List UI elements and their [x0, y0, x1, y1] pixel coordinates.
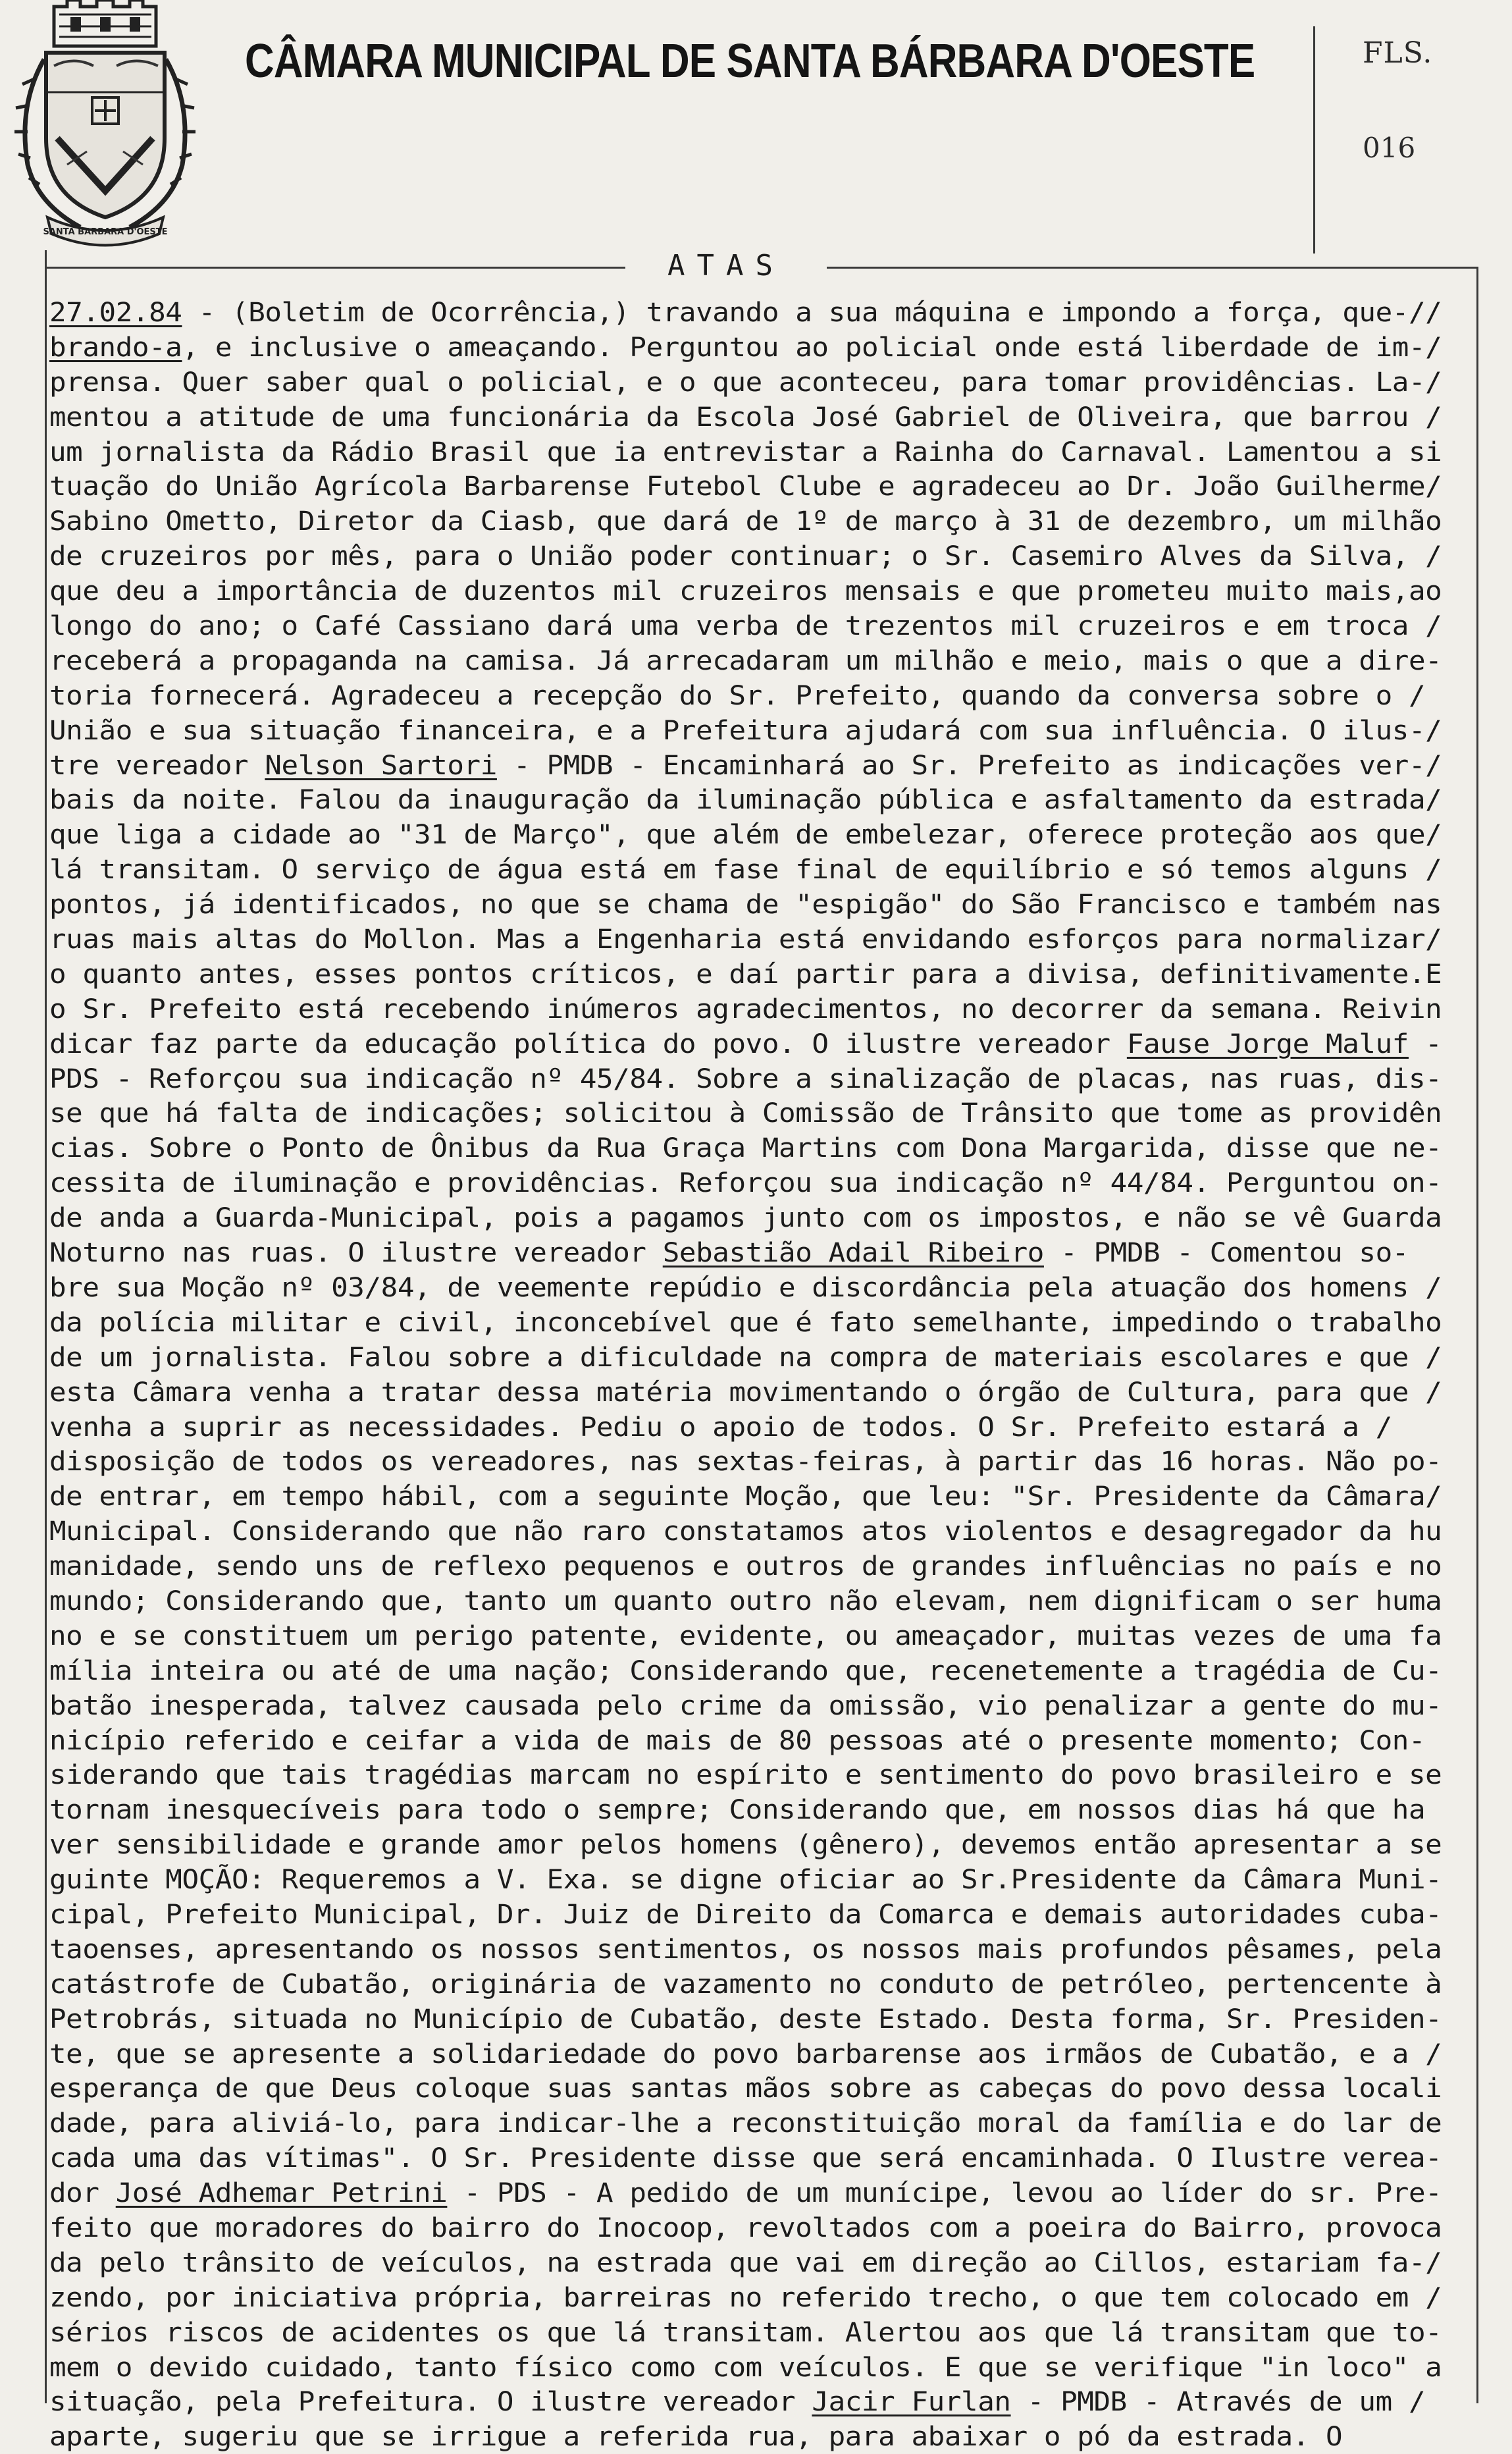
line-text: União e sua situação financeira, e a Prefeitura ajudará com sua influência. O ilus-/	[49, 714, 1442, 746]
text-line	[49, 922, 1512, 957]
text-line	[49, 1723, 1512, 1758]
line-text: tre vereador	[49, 749, 265, 781]
text-line	[49, 1061, 1512, 1096]
minutes-body	[49, 295, 1468, 2454]
line-text: o Sr. Prefeito está recebendo inúmeros agradecimentos, no decorrer da semana. Reivin	[49, 992, 1442, 1025]
line-text: no e se constituem um perigo patente, evidente, ou ameaçador, muitas vezes de uma fa	[49, 1619, 1442, 1651]
line-text: pontos, já identificados, no que se chama de "espigão" do São Francisco e também nas	[49, 888, 1442, 920]
line-text: que deu a importância de duzentos mil cruzeiros mensais e que prometeu muito mais,ao	[49, 575, 1442, 607]
line-text: tornam inesquecíveis para todo o sempre; Considerando que, em nossos dias há que ha	[49, 1794, 1426, 1826]
line-text: venha a suprir as necessidades. Pediu o apoio de todos. O Sr. Prefeito estará a /	[49, 1410, 1392, 1443]
underlined-name: Sebastião Adail Ribeiro	[662, 1237, 1044, 1269]
chamber-title: CÂMARA MUNICIPAL DE SANTA BÁRBARA D'OESTE	[245, 35, 1255, 88]
underlined-name: brando-a	[49, 331, 182, 363]
line-text: esperança de que Deus coloque suas santas mãos sobre as cabeças do povo dessa locali	[49, 2072, 1442, 2104]
text-line	[49, 2175, 1512, 2210]
underlined-name: 27.02.84	[49, 296, 182, 328]
folio-number: 016	[1363, 132, 1416, 164]
line-text: disposição de todos os vereadores, nas sextas-feiras, à partir das 16 horas. Não po-	[49, 1445, 1442, 1478]
text-line	[49, 2384, 1512, 2419]
text-line	[49, 400, 1512, 435]
text-line	[49, 678, 1512, 713]
line-text: sérios riscos de acidentes os que lá transitam. Alertou aos que lá transitam que to-	[49, 2316, 1442, 2348]
line-text: siderando que tais tragédias marcam no espírito e sentimento do povo brasileiro e se	[49, 1759, 1442, 1791]
section-label: ATAS	[625, 249, 827, 282]
line-text: longo do ano; o Café Cassiano dará uma verba de trezentos mil cruzeiros e em troca /	[49, 610, 1442, 642]
line-text: PDS - Reforçou sua indicação nº 45/84. Sobre a sinalização de placas, nas ruas, dis-	[49, 1062, 1442, 1094]
text-line	[49, 539, 1512, 573]
line-text: - PMDB - Comentou so-	[1043, 1237, 1409, 1269]
line-text: dicar faz parte da educação política do povo. O ilustre vereador	[49, 1027, 1127, 1059]
line-text: Sabino Ometto, Diretor da Ciasb, que dará de 1º de março à 31 de dezembro, um milhão	[49, 505, 1442, 537]
text-line	[49, 2419, 1512, 2454]
text-line	[49, 643, 1512, 678]
svg-text:SANTA BARBARA D'OESTE: SANTA BARBARA D'OESTE	[43, 227, 168, 237]
text-line	[49, 608, 1512, 643]
text-line	[49, 1688, 1512, 1723]
text-line	[49, 2245, 1512, 2280]
line-text: ruas mais altas do Mollon. Mas a Engenharia está envidando esforços para normalizar/	[49, 923, 1442, 955]
text-line	[49, 1131, 1512, 1165]
text-line	[49, 365, 1512, 400]
text-line	[49, 1549, 1512, 1584]
line-text: taoenses, apresentando os nossos sentimentos, os nossos mais profundos pêsames, pela	[49, 1933, 1442, 1965]
line-text: mília inteira ou até de uma nação; Considerando que, recenetemente a tragédia de Cu-	[49, 1654, 1442, 1686]
line-text: que liga a cidade ao "31 de Março", que além de embelezar, oferece proteção aos que/	[49, 818, 1442, 851]
line-text: Municipal. Considerando que não raro constatamos atos violentos e desagregador da hu	[49, 1515, 1442, 1547]
text-line	[49, 1270, 1512, 1305]
text-line	[49, 435, 1512, 469]
line-text: se que há falta de indicações; solicitou à Comissão de Trânsito que tome as providên	[49, 1097, 1442, 1129]
text-line	[49, 1584, 1512, 1618]
text-line	[49, 1340, 1512, 1375]
text-line	[49, 2106, 1512, 2141]
text-line	[49, 504, 1512, 539]
line-text: da pelo trânsito de veículos, na estrada que vai em direção ao Cillos, estariam fa-/	[49, 2246, 1442, 2278]
text-line	[49, 2350, 1512, 2385]
line-text: Petrobrás, situada no Município de Cubatão, deste Estado. Desta forma, Sr. Presiden-	[49, 2002, 1442, 2035]
line-text: bais da noite. Falou da inauguração da iluminação pública e asfaltamento da estrada/	[49, 784, 1442, 816]
text-line	[49, 1618, 1512, 1653]
text-line	[49, 330, 1512, 365]
text-line	[49, 1932, 1512, 1967]
line-text: - PMDB - Encaminhará ao Sr. Prefeito as indicações ver-/	[496, 749, 1442, 781]
text-line	[49, 1653, 1512, 1688]
underlined-name: Nelson Sartori	[265, 749, 497, 781]
line-text: - PDS - A pedido de um munícipe, levou ao líder do sr. Pre-	[447, 2177, 1442, 2209]
line-text: um jornalista da Rádio Brasil que ia entrevistar a Rainha do Carnaval. Lamentou a si	[49, 435, 1442, 467]
line-text: de anda a Guarda-Municipal, pois a pagamos junto com os impostos, e não se vê Guarda	[49, 1202, 1442, 1234]
line-text: - (Boletim de Ocorrência,) travando a sua máquina e impondo a força, que-//	[182, 296, 1442, 328]
line-text: de entrar, em tempo hábil, com a seguinte Moção, que leu: "Sr. Presidente da Câmara/	[49, 1480, 1442, 1512]
line-text: te, que se apresente a solidariedade do povo barbarense aos irmãos de Cubatão, e a /	[49, 2037, 1442, 2069]
text-line	[49, 2002, 1512, 2037]
line-text: esta Câmara venha a tratar dessa matéria movimentando o órgão de Cultura, para que /	[49, 1375, 1442, 1408]
line-text: Noturno nas ruas. O ilustre vereador	[49, 1237, 663, 1269]
line-text: prensa. Quer saber qual o policial, e o que aconteceu, para tomar providências. La-/	[49, 365, 1442, 398]
text-line	[49, 1027, 1512, 1061]
line-text: batão inesperada, talvez causada pelo crime da omissão, vio penalizar a gente do mu-	[49, 1689, 1442, 1721]
line-text: cessita de iluminação e providências. Reforçou sua indicação nº 44/84. Perguntou on-	[49, 1167, 1442, 1199]
line-text: mem o devido cuidado, tanto físico como com veículos. E que se verifique "in loco" a	[49, 2351, 1442, 2383]
line-text: situação, pela Prefeitura. O ilustre vereador	[49, 2386, 812, 2418]
municipal-crest-icon	[8, 0, 202, 247]
underlined-name: José Adhemar Petrini	[115, 2177, 448, 2209]
line-text: mentou a atitude de uma funcionária da Escola José Gabriel de Oliveira, que barrou /	[49, 400, 1442, 433]
text-line	[49, 1410, 1512, 1445]
text-line	[49, 1479, 1512, 1514]
text-line	[49, 1897, 1512, 1932]
line-text: toria fornecerá. Agradeceu a recepção do Sr. Prefeito, quando da conversa sobre o /	[49, 679, 1426, 711]
line-text: -	[1408, 1027, 1442, 1059]
text-line	[49, 817, 1512, 852]
text-line	[49, 1514, 1512, 1549]
line-text: de cruzeiros por mês, para o União poder continuar; o Sr. Casemiro Alves da Silva, /	[49, 540, 1442, 572]
line-text: dor	[49, 2177, 116, 2209]
text-line	[49, 573, 1512, 608]
line-text: cias. Sobre o Ponto de Ônibus da Rua Graça Martins com Dona Margarida, disse que ne-	[49, 1132, 1442, 1164]
line-text: manidade, sendo uns de reflexo pequenos e outros de grandes influências no país e no	[49, 1550, 1442, 1582]
folio-label: FLS.	[1363, 36, 1433, 70]
text-line	[49, 957, 1512, 992]
line-text: , e inclusive o ameaçando. Perguntou ao policial onde está liberdade de im-/	[182, 331, 1442, 363]
text-line	[49, 1305, 1512, 1340]
text-line	[49, 748, 1512, 783]
text-line	[49, 992, 1512, 1027]
line-text: receberá a propaganda na camisa. Já arrecadaram um milhão e meio, mais o que a dire-	[49, 644, 1442, 676]
underlined-name: Jacir Furlan	[812, 2386, 1011, 2418]
line-text: cipal, Prefeito Municipal, Dr. Juiz de Direito da Comarca e demais autoridades cuba-	[49, 1898, 1442, 1930]
text-line	[49, 2280, 1512, 2315]
text-line	[49, 1096, 1512, 1131]
text-line	[49, 1235, 1512, 1270]
line-text: lá transitam. O serviço de água está em fase final de equilíbrio e só temos alguns /	[49, 853, 1442, 886]
line-text: aparte, sugeriu que se irrigue a referida rua, para abaixar o pó da estrada. O	[49, 2420, 1343, 2453]
text-line	[49, 1444, 1512, 1479]
line-text: de um jornalista. Falou sobre a dificuldade na compra de materiais escolares e que /	[49, 1341, 1442, 1373]
line-text: nicípio referido e ceifar a vida de mais de 80 pessoas até o presente momento; Con-	[49, 1724, 1426, 1756]
text-line	[49, 2071, 1512, 2106]
text-line	[49, 1792, 1512, 1827]
text-line	[49, 2037, 1512, 2071]
line-text: cada uma das vítimas". O Sr. Presidente disse que será encaminhada. O Ilustre verea-	[49, 2142, 1442, 2174]
line-text: feito que moradores do bairro do Inocoop, revoltados com a poeira do Bairro, provoca	[49, 2211, 1442, 2243]
line-text: bre sua Moção nº 03/84, de veemente repúdio e discordância pela atuação dos homens /	[49, 1271, 1442, 1303]
text-line	[49, 2141, 1512, 2175]
line-text: zendo, por iniciativa própria, barreiras no referido trecho, o que tem colocado em /	[49, 2281, 1442, 2313]
text-line	[49, 295, 1512, 330]
line-text: dade, para aliviá-lo, para indicar-lhe a reconstituição moral da família e do lar de	[49, 2107, 1442, 2139]
line-text: catástrofe de Cubatão, originária de vazamento no conduto de petróleo, pertencente à	[49, 1967, 1442, 2000]
text-line	[49, 887, 1512, 922]
header-divider	[1313, 26, 1315, 253]
text-line	[49, 1967, 1512, 2002]
text-line	[49, 1827, 1512, 1862]
underlined-name: Fause Jorge Maluf	[1126, 1027, 1409, 1059]
text-line	[49, 1375, 1512, 1410]
text-line	[49, 1862, 1512, 1897]
text-line	[49, 469, 1512, 504]
text-line	[49, 713, 1512, 748]
line-text: - PMDB - Através de um /	[1010, 2386, 1426, 2418]
text-line	[49, 1200, 1512, 1235]
line-text: o quanto antes, esses pontos críticos, e daí partir para a divisa, definitivamente.E	[49, 957, 1442, 990]
text-line	[49, 1165, 1512, 1200]
text-line	[49, 782, 1512, 817]
line-text: da polícia militar e civil, inconcebível que é fato semelhante, impedindo o trabalho	[49, 1306, 1442, 1338]
line-text: mundo; Considerando que, tanto um quanto outro não elevam, nem dignificam o ser huma	[49, 1584, 1442, 1616]
line-text: ver sensibilidade e grande amor pelos homens (gênero), devemos então apresentar a se	[49, 1828, 1442, 1861]
text-line	[49, 1757, 1512, 1792]
line-text: tuação do União Agrícola Barbarense Futebol Clube e agradeceu ao Dr. João Guilherme/	[49, 470, 1442, 502]
text-line	[49, 852, 1512, 887]
line-text: guinte MOÇÃO: Requeremos a V. Exa. se digne oficiar ao Sr.Presidente da Câmara Muni-	[49, 1863, 1442, 1896]
text-line	[49, 2210, 1512, 2245]
text-line	[49, 2315, 1512, 2350]
